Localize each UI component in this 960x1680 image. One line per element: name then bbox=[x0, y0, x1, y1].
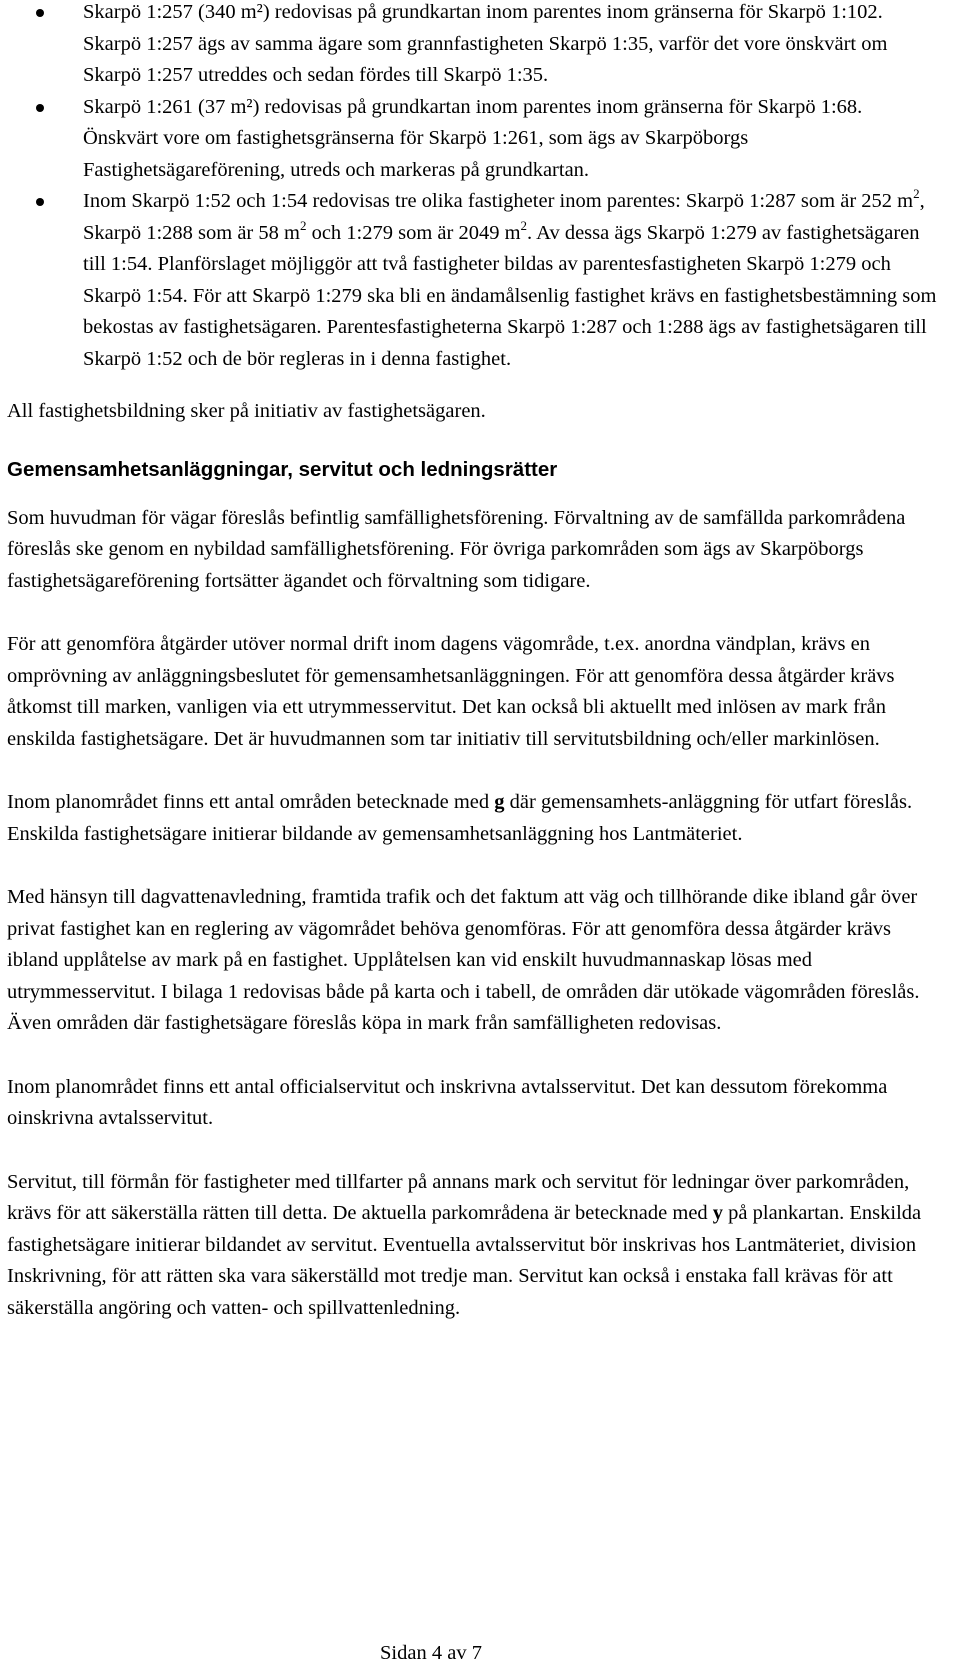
paragraph-g-areas: Inom planområdet finns ett antal områden betecknade med g där gemensamhets-anläggning för utfart föreslås. Enskilda fastighetsägare initierar bildande av gemensamhetsanläggning hos Lantmäteriet. bbox=[7, 791, 913, 845]
superscript: 2 bbox=[520, 217, 528, 233]
paragraph-servitut-y: Servitut, till förmån för fastigheter med tillfarter på annans mark och servitut för ledningar över parkområden, krävs för att säkerställa rätten till detta. De aktuella parkområdena är betecknade med y på plankartan. Enskilda fastighetsägare initierar bildandet av servitut. Eventuella avtalsservitut bör inskrivas hos Lantmäteriet, division Inskrivning, för att rätten ska vara säkerställd mot tredje man. Servitut kan också i enstaka fall krävas för att säkerställa angöring och vatten- och spillvattenledning. bbox=[7, 1170, 922, 1319]
bullet-icon bbox=[36, 198, 44, 206]
bullet-icon bbox=[36, 9, 44, 17]
paragraph-atgarder: För att genomföra åtgärder utöver normal drift inom dagens vägområde, t.ex. anordna vändplan, krävs en omprövning av anläggningsbeslutet för gemensamhetsanläggningen. För att genomföra dessa åtgärder krävs åtkomst till marken, vanligen via ett utrymmesservitut. Det kan också bli aktuellt med inlösen av mark från enskilda fastighetsägare. Det är huvudmannen som tar initiativ till servitutsbildning och/eller markinlösen. bbox=[7, 633, 895, 750]
superscript: 2 bbox=[299, 217, 307, 233]
symbol-y: y bbox=[712, 1202, 729, 1224]
superscript: 2 bbox=[913, 186, 920, 202]
bullet-text: Skarpö 1:257 (340 m²) redovisas på grundkartan inom parentes inom gränserna för Skarpö 1:102. Skarpö 1:257 ägs av samma ägare som grannfastigheten Skarpö 1:35, varför det vore önskvärt om Skarpö 1:257 utreddes och sedan fördes till Skarpö 1:35. bbox=[83, 1, 888, 86]
paragraph-officialservitut: Inom planområdet finns ett antal officialservitut och inskrivna avtalsservitut. Det kan dessutom förekomma oinskrivna avtalsservitut. bbox=[7, 1075, 888, 1129]
page-number-footer: Sidan 4 av 7 bbox=[380, 1642, 482, 1664]
property-bullet-list bbox=[7, 0, 942, 375]
bullet-text: Inom Skarpö 1:52 och 1:54 redovisas tre olika fastigheter inom parentes: Skarpö 1:287 som är 252 $m^2$, Skarpö 1:288 som är 58 $m^2$ och 1:279 som är 2049 $m^2$. Av dessa ägs Skarpö 1:279 av fastighetsägaren till 1:54. Planförslaget möjliggör att två fastigheter bildas av parentesfastigheten Skarpö 1:279 och Skarpö 1:54. För att Skarpö 1:279 ska bli en ändamålsenlig fastighet krävs en fastighetsbestämning som bekostas av fastighetsägaren. Parentesfastigheterna Skarpö 1:287 och 1:288 ägs av fastighetsägaren till Skarpö 1:52 och de bör regleras in i denna fastighet. bbox=[83, 186, 937, 370]
bullet-text: Skarpö 1:261 (37 m²) redovisas på grundkartan inom parentes inom gränserna för Skarpö 1:68. Önskvärt vore om fastighetsgränserna för Skarpö 1:261, som ägs av Skarpöborgs Fastighetsägareförening, utreds och markeras på grundkartan. bbox=[83, 95, 863, 181]
section-heading: Gemensamhetsanläggningar, servitut och ledningsrätter bbox=[7, 457, 558, 481]
paragraph-initiativ: All fastighetsbildning sker på initiativ av fastighetsägaren. bbox=[7, 400, 486, 422]
paragraph-huvudman: Som huvudman för vägar föreslås befintlig samfällighetsförening. Förvaltning av de samfällda parkområdena föreslås ske genom en nybildad samfällighetsförening. För övriga parkområden som ägs av Skarpöborgs fastighetsägareförening fortsätter ägandet och förvaltning som tidigare. bbox=[7, 506, 906, 592]
list-item bbox=[7, 186, 942, 375]
document-page bbox=[7, 0, 942, 1324]
list-item bbox=[7, 92, 942, 187]
paragraph-dagvatten: Med hänsyn till dagvattenavledning, framtida trafik och det faktum att väg och tillhörande dike ibland går över privat fastighet kan en reglering av vägområdet behöva genomföras. För att genomföra dessa åtgärder krävs ibland upplåtelse av mark på en fastighet. Upplåtelsen kan vid enskilt huvudmannaskap lösas med utrymmesservitut. I bilaga 1 redovisas både på karta och i tabell, de områden där utökade vägområden föreslås. Även områden där fastighetsägare föreslås köpa in mark från samfälligheten redovisas. bbox=[7, 886, 920, 1034]
symbol-g: g bbox=[494, 791, 510, 813]
list-item bbox=[7, 0, 942, 92]
bullet-icon bbox=[36, 104, 44, 112]
